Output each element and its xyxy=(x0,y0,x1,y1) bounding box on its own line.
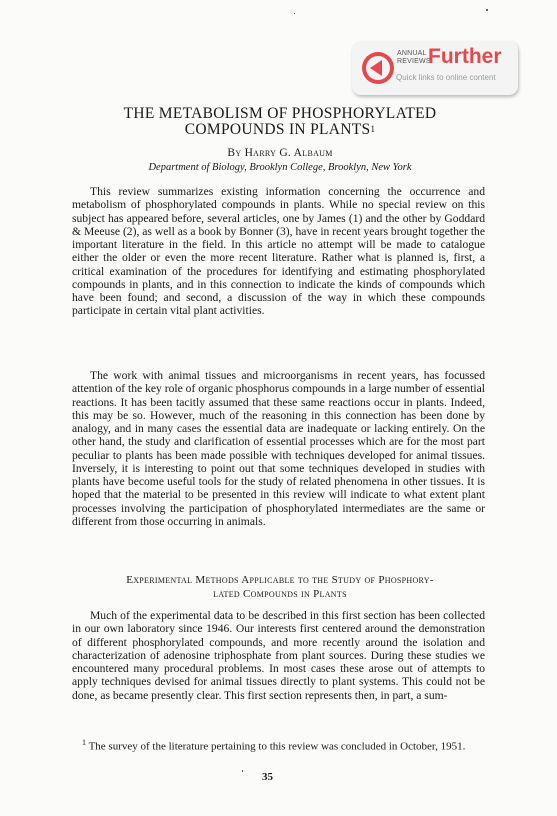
footnote-text: The survey of the literature pertaining to this review was concluded in October, 1951. xyxy=(88,740,466,753)
section-heading xyxy=(85,573,475,601)
title-line-1: THE METABOLISM OF PHOSPHORYLATED xyxy=(123,105,437,122)
body-paragraph-2: The work with animal tissues and microorganisms in recent years, has focussed attention of the key role of organic phosphorus compounds in a large number of essential reactions. It has been tacitly assumed that these same reactions occur in plants. Indeed, this may be so. However, much of the reasoning in this connection has been done by analogy, and in many cases the essential data are inadequate or lacking entirely. On the other hand, the study and clarification of essential processes which are for the most part peculiar to plants has been made possible with techniques developed for animal tissues. Inversely, it is interesting to point out that some techniques developed in studies with plants have become useful tools for the study of related phenomena in other tissues. It is hoped that the material to be presented in this review will indicate to what extent plant processes involving the participation of phosphorylated intermediates are the same or different from those occurring in animals. xyxy=(72,369,485,528)
section-heading-line-1: Experimental Methods Applicable to the Study of Phosphory- xyxy=(126,574,434,586)
article-title xyxy=(60,106,500,138)
section-heading-line-2: lated Compounds in Plants xyxy=(213,588,347,600)
page-number: 35 xyxy=(262,771,273,783)
annual-reviews-further-badge[interactable] xyxy=(352,41,518,95)
title-line-2-text: COMPOUNDS IN PLANTS xyxy=(184,121,371,138)
body-paragraph-3: Much of the experimental data to be described in this first section has been collected in our own laboratory since 1946. Our interests first centered around the demonstration of different phosphorylated compounds, and more recently around the isolation and characterization of adenosine triphosphate from plant sources. During these studies we encountered many procedural problems. In most cases these arose out of attempts to apply techniques devised for animal tissues directly to plant systems. This could not be done, as became presently clear. This first section represents then, in part, a sum- xyxy=(72,609,485,702)
affiliation-line: Department of Biology, Brooklyn College, Brooklyn, New York xyxy=(148,162,412,173)
title-line-2 xyxy=(60,122,500,138)
body-paragraph-1: This review summarizes existing information concerning the occurrence and metabolism of phosphorylated compounds in plants. While no special review on this subject has appeared before, several articles, one by James (1) and the other by Goddard & Meeuse (2), as well as a book by Bonner (3), have in recent years brought together the important literature in the field. In this article no attempt will be made to catalogue either the older or even the more recent literature. Rather what is planned is, first, a critical examination of the procedures for identifying and estimating phosphorylated compounds in plants, and in this connection to indicate the kinds of compounds which have been found; and second, a discussion of the way in which these compounds participate in certain vital plant activities. xyxy=(72,185,485,318)
scan-speck xyxy=(486,9,488,11)
badge-annual-reviews-label: ANNUAL REVIEWS xyxy=(397,50,431,65)
badge-further-label: Further xyxy=(428,45,502,68)
scan-speck xyxy=(242,770,243,772)
scan-speck xyxy=(294,13,295,14)
footnote-marker: 1 xyxy=(82,738,86,747)
badge-subtitle: Quick links to online content xyxy=(396,73,496,82)
author-line: By Harry G. Albaum xyxy=(227,147,333,159)
arrow-left-icon xyxy=(370,60,382,76)
title-footnote-marker[interactable]: 1 xyxy=(370,124,376,134)
footnote xyxy=(72,736,485,754)
